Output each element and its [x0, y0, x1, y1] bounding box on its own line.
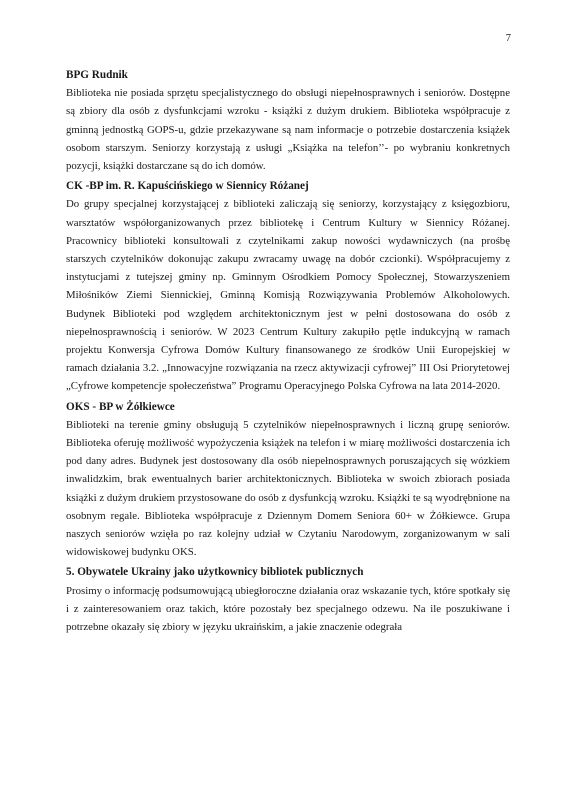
section-heading-ck-bp-siennica: CK -BP im. R. Kapuścińskiego w Siennicy Różanej [66, 180, 309, 193]
page-number: 7 [505, 33, 511, 44]
section-heading-ukraine-users: 5. Obywatele Ukrainy jako użytkownicy bibliotek publicznych [66, 566, 364, 579]
section-heading-oks-bp-zolkiewka: OKS - BP w Żółkiewce [66, 400, 175, 413]
section-body-ck-bp-siennica: Do grupy specjalnej korzystającej z biblioteki zaliczają się seniorzy, korzystający z księgozbioru, warsztatów współorganizowanych przez bibliotekę i Centrum Kultury w Siennicy Różanej. Pracownicy biblioteki konsultowali z czytelnikami zakup nowości wydawniczych (na prośbę starszych czytelników dokonując zakupu zwracamy uwagę na dobór czcionki). Współpracujemy z instytucjami z tutejszej gminy np. Gminnym Ośrodkiem Pomocy Społecznej, Stowarzyszeniem Miłośników Ziemi Siennickiej, Gminną Komisją Rozwiązywania Problemów Alkoholowych. Budynek Biblioteki pod względem architektonicznym jest w pełni dostosowana do osób z niepełnosprawnością i seniorów. W 2023 Centrum Kultury zakupiło pętle indukcyjną w ramach projektu Konwersja Cyfrowa Domów Kultury finansowanego ze środków Unii Europejskiej w ramach działania 3.2. „Innowacyjne rozwiązania na rzecz aktywizacji cyfrowej” III Osi Priorytetowej „Cyfrowe kompetencje społeczeństwa” Programu Operacyjnego Polska Cyfrowa na lata 2014-2020. [66, 198, 510, 393]
section-body-oks-bp-zolkiewka: Biblioteki na terenie gminy obsługują 5 czytelników niepełnosprawnych i liczną grupę seniorów. Biblioteka oferuję możliwość wypożyczenia książek na telefon i w miarę możliwości dostarczenia ich pod dany adres. Budynek jest dostosowany dla osób niepełnosprawnych poruszających się wózkiem inwalidzkim, brak ewentualnych barier architektonicznych. Biblioteka w swoich zbiorach posiada książki z dużym drukiem przystosowane do osób z dysfunkcją wzroku. Książki te są wyodrębnione na osobnym regale. Biblioteka współpracuje z Dziennym Domem Seniora 60+ w Żółkiewce. Grupa naszych seniorów wzięła po raz kolejny udział w Czytaniu Narodowym, zorganizowanym w sali widowiskowej budynku OKS. [66, 418, 510, 559]
page-content [66, 66, 510, 636]
section-heading-bpg-rudnik: BPG Rudnik [66, 69, 128, 81]
section-body-ukraine-users: Prosimy o informację podsumowującą ubiegłoroczne działania oraz wskazanie tych, które spotkały się i z zainteresowaniem oraz takich, które pozostały bez specjalnego odzewu. Na ile poszukiwane i potrzebne okazały się zbiory w języku ukraińskim, a jakie znaczenie odegrała [66, 584, 510, 634]
section-body-bpg-rudnik: Biblioteka nie posiada sprzętu specjalistycznego do obsługi niepełnosprawnych i seniorów. Dostępne są zbiory dla osób z dysfunkcjami wzroku - książki z dużym drukiem. Biblioteka współpracuje z gminną jednostką GOPS-u, gdzie przekazywane są nam informacje o potrzebie dostarczenia książek osobom starszym. Seniorzy korzystają z usługi „Książka na telefon’’- po wybraniu konkretnych pozycji, książki dostarczane są do ich domów. [66, 87, 510, 173]
